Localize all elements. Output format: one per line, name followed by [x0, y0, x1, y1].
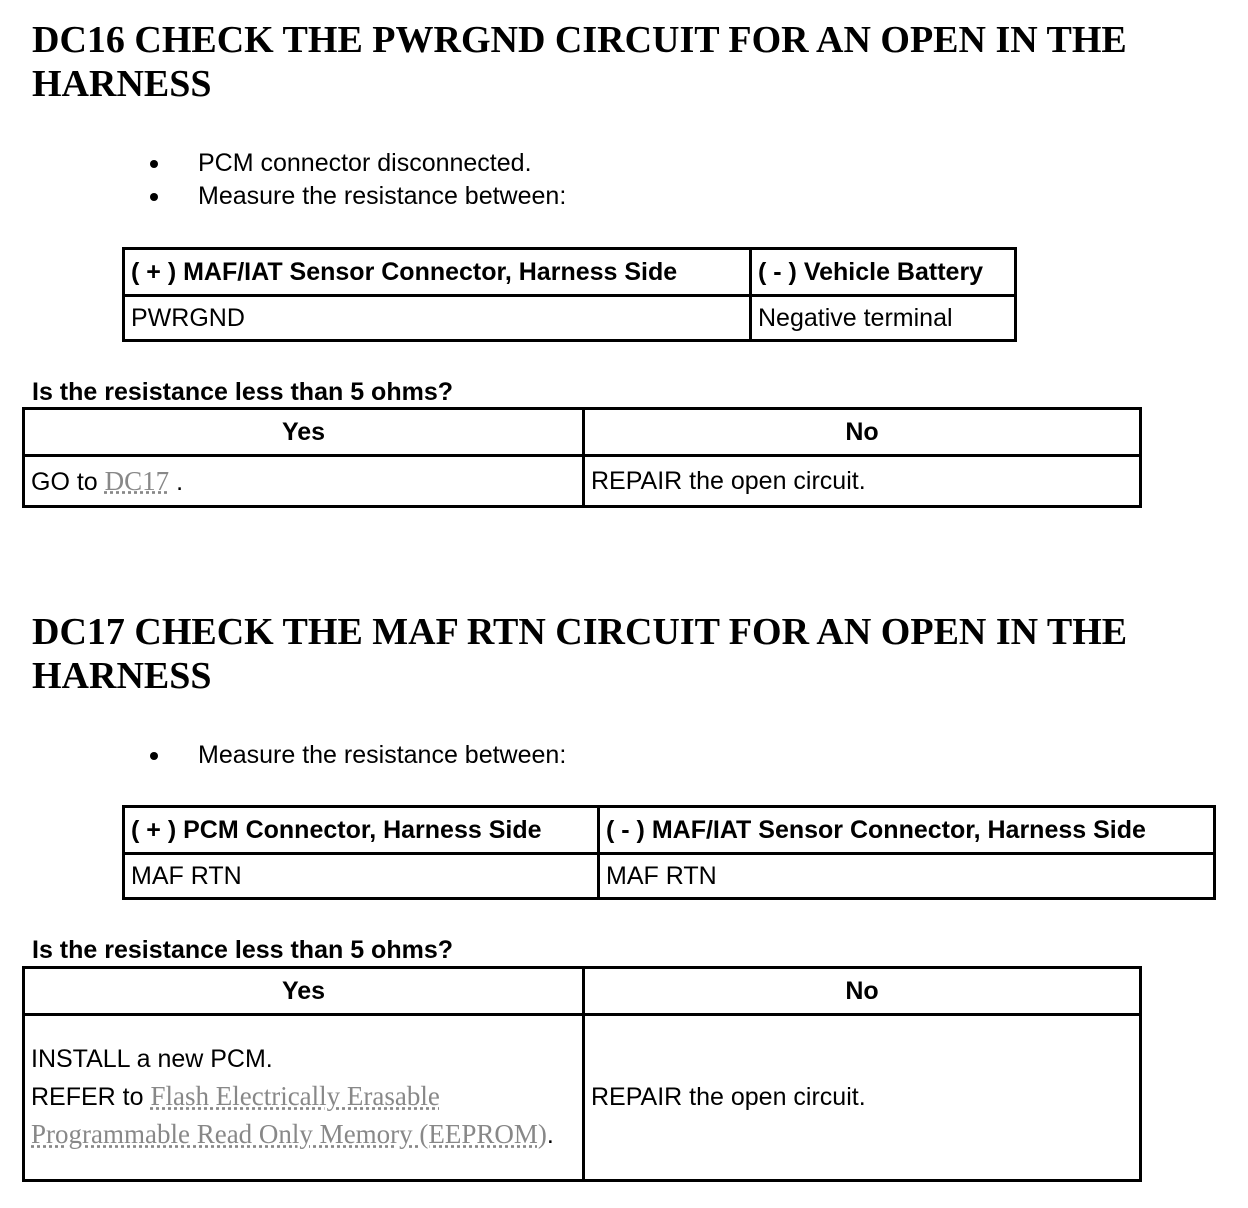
yes-text: REFER to	[31, 1083, 151, 1111]
yes-text: GO to	[31, 467, 105, 496]
no-cell: REPAIR the open circuit.	[584, 1015, 1141, 1181]
dc16-bullet-list	[148, 147, 566, 213]
table-header: ( + ) PCM Connector, Harness Side	[124, 807, 599, 854]
dc17-measure-table	[122, 805, 1216, 900]
table-cell: MAF RTN	[599, 854, 1215, 899]
dc16-title: DC16 CHECK THE PWRGND CIRCUIT FOR AN OPEN IN THE HARNESS	[32, 19, 1127, 105]
table-header: ( - ) MAF/IAT Sensor Connector, Harness Side	[599, 807, 1215, 854]
no-header: No	[584, 409, 1141, 456]
yes-cell	[24, 1015, 584, 1181]
table-row	[124, 296, 1016, 341]
dc16-measure-table	[122, 247, 1017, 342]
table-row	[24, 1015, 1141, 1181]
dc17-title: DC17 CHECK THE MAF RTN CIRCUIT FOR AN OPEN IN THE HARNESS	[32, 611, 1128, 697]
dc16-decision-table	[22, 407, 1142, 508]
list-item: Measure the resistance between:	[148, 739, 566, 772]
no-cell: REPAIR the open circuit.	[584, 456, 1141, 507]
table-cell: Negative terminal	[751, 296, 1016, 341]
list-item: PCM connector disconnected.	[148, 147, 566, 180]
yes-header: Yes	[24, 968, 584, 1015]
dc17-bullet-list	[148, 739, 566, 772]
table-row	[124, 854, 1215, 899]
yes-line: INSTALL a new PCM.	[31, 1045, 273, 1073]
yes-cell	[24, 456, 584, 507]
table-cell: PWRGND	[124, 296, 751, 341]
no-header: No	[584, 968, 1141, 1015]
yes-suffix: .	[546, 1121, 554, 1149]
list-item: Measure the resistance between:	[148, 180, 566, 213]
dc17-link[interactable]: DC17	[104, 465, 170, 496]
dc17-question: Is the resistance less than 5 ohms?	[32, 936, 453, 964]
table-header: ( + ) MAF/IAT Sensor Connector, Harness Side	[124, 249, 751, 296]
table-row	[24, 456, 1141, 507]
yes-suffix: .	[169, 467, 184, 496]
table-header: ( - ) Vehicle Battery	[751, 249, 1016, 296]
table-cell: MAF RTN	[124, 854, 599, 899]
eeprom-link[interactable]: Flash Electrically Erasable Programmable Read Only Memory (EEPROM)	[31, 1081, 547, 1149]
dc16-question: Is the resistance less than 5 ohms?	[32, 378, 453, 406]
dc17-decision-table	[22, 966, 1142, 1182]
yes-header: Yes	[24, 409, 584, 456]
